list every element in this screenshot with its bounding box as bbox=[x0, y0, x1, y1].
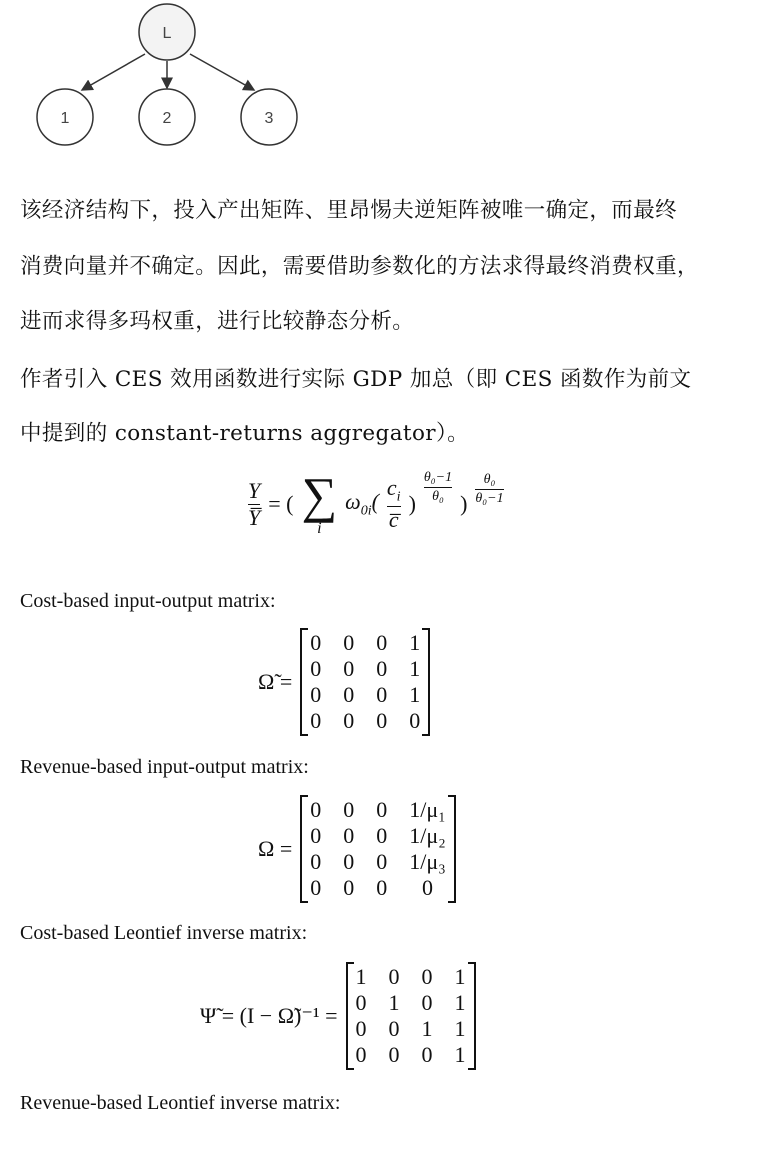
network-diagram bbox=[0, 0, 320, 160]
matrix-cell: 0 bbox=[376, 849, 388, 874]
matrix-cell: 0 bbox=[376, 875, 388, 900]
matrix-cell: 0 bbox=[343, 849, 355, 874]
formula-part: Y bbox=[248, 477, 261, 503]
matrix-cell: 0 bbox=[310, 823, 322, 848]
paragraph-line: 该经济结构下，投入产出矩阵、里昂惕夫逆矩阵被唯一确定，而最终 bbox=[20, 198, 678, 223]
matrix-cell: 0 bbox=[355, 1042, 367, 1067]
section-label: Cost-based input-output matrix: bbox=[20, 590, 276, 612]
section-label: Revenue-based input-output matrix: bbox=[20, 756, 309, 778]
matrix bbox=[346, 962, 476, 1070]
paragraph-line: 作者引入 CES 效用函数进行实际 GDP 加总（即 CES 函数作为前文 bbox=[20, 367, 692, 392]
matrix bbox=[300, 795, 456, 903]
matrix-cell: 0 bbox=[310, 630, 322, 655]
matrix-lhs: Ω = bbox=[258, 836, 293, 861]
matrix-cell: 0 bbox=[310, 708, 322, 733]
node-label: L bbox=[162, 25, 172, 42]
formula-part: c̅ bbox=[388, 507, 399, 533]
matrix-cell: 0 bbox=[343, 797, 355, 822]
matrix-cell: 0 bbox=[376, 656, 388, 681]
matrix-cell: 1 bbox=[409, 656, 421, 681]
matrix-lhs: Ω̃ = bbox=[258, 669, 293, 694]
matrix-cell: 1/μ₃ bbox=[409, 849, 446, 874]
matrix-cell: 1 bbox=[409, 682, 421, 707]
formula-part: = ( bbox=[268, 491, 294, 516]
formula-part: 0i bbox=[360, 503, 372, 519]
matrix-cell: 0 bbox=[421, 990, 433, 1015]
matrix-cell: 1 bbox=[355, 964, 367, 989]
cost-io-matrix-equation bbox=[258, 628, 430, 736]
matrix-cell: 1 bbox=[454, 1042, 466, 1067]
matrix-cell: 0 bbox=[310, 682, 322, 707]
matrix-cell: 1 bbox=[388, 990, 400, 1015]
formula-part: i bbox=[317, 520, 322, 537]
formula-part: i bbox=[396, 489, 401, 505]
cost-leontief-equation bbox=[200, 962, 476, 1070]
paragraph-line: 进而求得多玛权重，进行比较静态分析。 bbox=[20, 309, 415, 334]
matrix-cell: 1 bbox=[454, 1016, 466, 1041]
matrix-cell: 1 bbox=[409, 630, 421, 655]
matrix-cell: 0 bbox=[343, 656, 355, 681]
matrix-cell: 0 bbox=[376, 630, 388, 655]
matrix-cell: 1/μ₁ bbox=[409, 797, 446, 822]
formula-part: c bbox=[386, 474, 397, 500]
matrix-cell: 0 bbox=[376, 682, 388, 707]
matrix-cell: 0 bbox=[343, 823, 355, 848]
matrix-cell: 0 bbox=[343, 708, 355, 733]
formula-part: θ₀ bbox=[483, 471, 496, 487]
matrix-cell: 0 bbox=[310, 875, 322, 900]
matrix-cell: 0 bbox=[421, 1042, 433, 1067]
matrix-cell: 0 bbox=[376, 797, 388, 822]
matrix-cell: 0 bbox=[310, 656, 322, 681]
matrix-cell: 0 bbox=[388, 964, 400, 989]
matrix-cell: 1 bbox=[421, 1016, 433, 1041]
matrix-cell: 0 bbox=[421, 964, 433, 989]
formula-part: θ₀−1 bbox=[475, 490, 504, 506]
matrix-cell: 0 bbox=[343, 875, 355, 900]
node-label: 2 bbox=[162, 110, 172, 127]
matrix-cell: 0 bbox=[310, 797, 322, 822]
matrix-cell: 0 bbox=[422, 875, 434, 900]
edge-l-1 bbox=[82, 54, 145, 90]
matrix-cell: 0 bbox=[310, 849, 322, 874]
formula-part: θ₀ bbox=[432, 488, 444, 504]
section-label: Revenue-based Leontief inverse matrix: bbox=[20, 1092, 341, 1114]
matrix-cell: 0 bbox=[355, 990, 367, 1015]
matrix-lhs: Ψ̃ = (I − Ω̃)⁻¹ = bbox=[200, 1003, 338, 1028]
matrix-cell: 0 bbox=[388, 1016, 400, 1041]
matrix-cell: 0 bbox=[355, 1016, 367, 1041]
revenue-io-matrix-equation bbox=[258, 795, 456, 903]
matrix-cell: 0 bbox=[376, 708, 388, 733]
node-label: 1 bbox=[60, 110, 70, 127]
formula-part: ω bbox=[345, 488, 361, 514]
matrix-cell: 0 bbox=[409, 708, 421, 733]
matrix-cell: 1 bbox=[454, 990, 466, 1015]
node-label: 3 bbox=[264, 110, 274, 127]
matrix-cell: 0 bbox=[343, 630, 355, 655]
edge-l-3 bbox=[190, 54, 254, 90]
matrix-cell: 0 bbox=[376, 823, 388, 848]
matrix bbox=[300, 628, 430, 736]
formula-part: θ₀−1 bbox=[423, 469, 453, 485]
matrix-cell: 0 bbox=[388, 1042, 400, 1067]
sum-symbol: ∑ bbox=[301, 467, 338, 523]
matrix-cell: 0 bbox=[343, 682, 355, 707]
section-label: Cost-based Leontief inverse matrix: bbox=[20, 922, 308, 944]
matrix-cell: 1/μ₂ bbox=[409, 823, 446, 848]
paragraph-line: 中提到的 constant-returns aggregator）。 bbox=[20, 421, 470, 446]
formula-part: Y̅ bbox=[248, 504, 261, 530]
ces-formula: $\frac{Y}{Y̅}$ = ( ∑ i $\omega_{0i}$( $\frac{c_i}{c̅}$ ) $\frac{\text{θ₀−1}}{\text{θ₀}}$ ) $\frac{\text{θ₀}}{\text{θ₀−1}}$ bbox=[248, 467, 504, 537]
matrix-cell: 1 bbox=[454, 964, 466, 989]
paragraph-line: 消费向量并不确定。因此，需要借助参数化的方法求得最终消费权重， bbox=[20, 254, 699, 279]
